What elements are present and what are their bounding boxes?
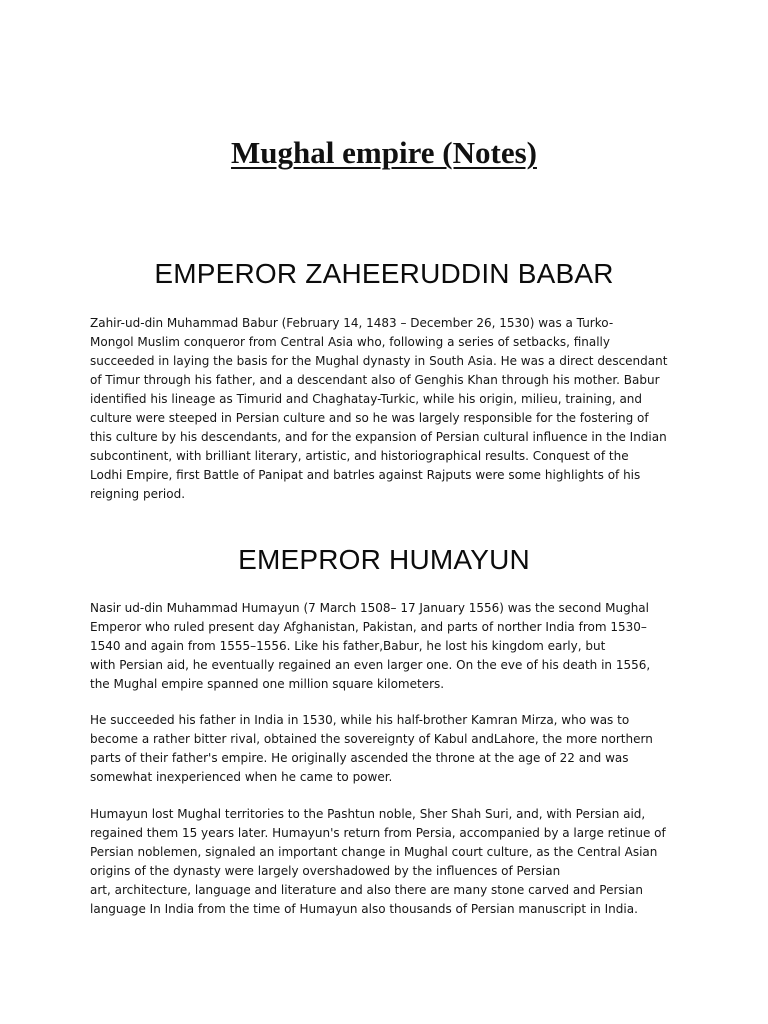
- text-line: succeeded in laying the basis for the Mughal dynasty in South Asia. He was a direct descendant: [90, 354, 668, 368]
- section-heading-humayun: EMEPROR HUMAYUN: [238, 544, 530, 575]
- text-line: 1540 and again from 1555–1556. Like his father,Babur, he lost his kingdom early, but: [90, 639, 606, 653]
- document-title: [0, 133, 768, 173]
- text-line: Persian noblemen, signaled an important change in Mughal court culture, as the Central Asian: [90, 845, 658, 859]
- text-line: Humayun lost Mughal territories to the Pashtun noble, Sher Shah Suri, and, with Persian aid,: [90, 807, 646, 821]
- paragraph-humayun-1: [90, 599, 690, 694]
- text-line: art, architecture, language and literature and also there are many stone carved and Persian: [90, 883, 643, 897]
- text-line: this culture by his descendants, and for the expansion of Persian cultural influence in the Indian: [90, 430, 667, 444]
- text-line: origins of the dynasty were largely overshadowed by the influences of Persian: [90, 864, 561, 878]
- section-heading-babar: EMPEROR ZAHEERUDDIN BABAR: [154, 258, 614, 289]
- text-line: with Persian aid, he eventually regained an even larger one. On the eve of his death in 1556,: [90, 658, 651, 672]
- text-line: parts of their father's empire. He originally ascended the throne at the age of 22 and was: [90, 751, 629, 765]
- text-line: reigning period.: [90, 487, 186, 501]
- document-title-text: Mughal empire (Notes): [231, 135, 537, 170]
- text-line: culture were steeped in Persian culture and so he was largely responsible for the fostering of: [90, 411, 649, 425]
- text-line: Nasir ud-din Muhammad Humayun (7 March 1508– 17 January 1556) was the second Mughal: [90, 601, 649, 615]
- text-line: Zahir-ud-din Muhammad Babur (February 14, 1483 – December 26, 1530) was a Turko-: [90, 316, 614, 330]
- text-line: Lodhi Empire, first Battle of Panipat and batrles against Rajputs were some highlights of his: [90, 468, 641, 482]
- text-line: somewhat inexperienced when he came to power.: [90, 770, 393, 784]
- text-line: the Mughal empire spanned one million square kilometers.: [90, 677, 445, 691]
- paragraph-babar-1: [90, 314, 690, 504]
- text-line: Mongol Muslim conqueror from Central Asia who, following a series of setbacks, finally: [90, 335, 610, 349]
- text-line: He succeeded his father in India in 1530, while his half-brother Kamran Mirza, who was to: [90, 713, 630, 727]
- paragraph-humayun-3: [90, 805, 690, 919]
- text-line: of Timur through his father, and a descendant also of Genghis Khan through his mother. Babur: [90, 373, 660, 387]
- text-line: subcontinent, with brilliant literary, artistic, and historiographical results. Conquest of the: [90, 449, 629, 463]
- text-line: regained them 15 years later. Humayun's return from Persia, accompanied by a large retinue of: [90, 826, 666, 840]
- paragraph-humayun-2: [90, 711, 690, 787]
- text-line: Emperor who ruled present day Afghanistan, Pakistan, and parts of norther India from 1530–: [90, 620, 647, 634]
- text-line: language In India from the time of Humayun also thousands of Persian manuscript in India.: [90, 902, 638, 916]
- text-line: identified his lineage as Timurid and Chaghatay-Turkic, while his origin, milieu, training, and: [90, 392, 643, 406]
- text-line: become a rather bitter rival, obtained the sovereignty of Kabul andLahore, the more northern: [90, 732, 653, 746]
